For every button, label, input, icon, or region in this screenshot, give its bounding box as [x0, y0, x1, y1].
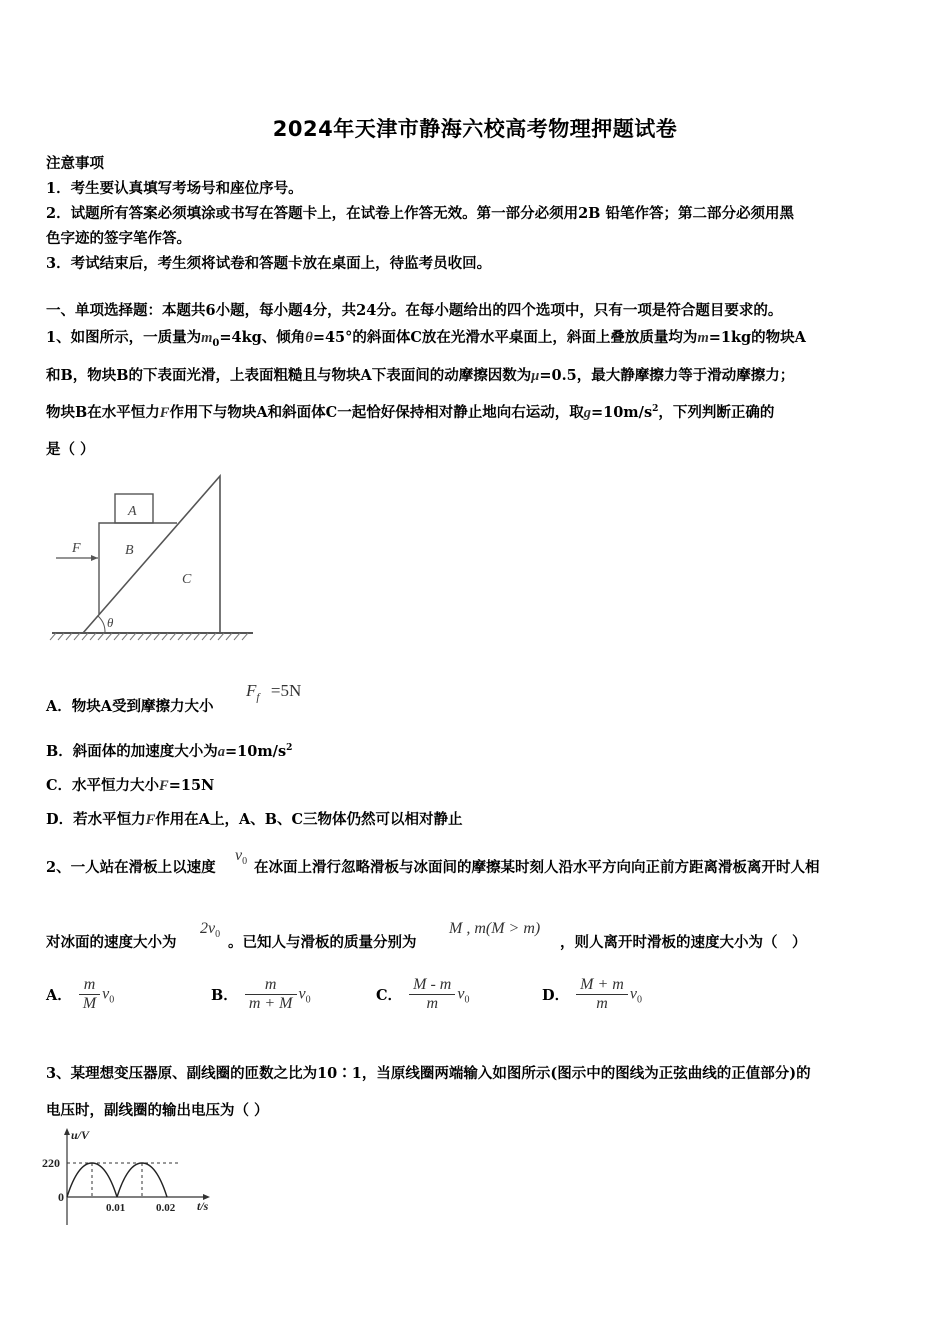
fig-label-B: B [125, 543, 134, 558]
q2-option-d: D． $\frac{M + m}{m}$ $v_0$ [542, 976, 642, 1012]
q2-masses: M , m(M > m) [449, 920, 541, 937]
notice-item-2: 2．试题所有答案必须填涂或书写在答题卡上，在试卷上作答无效。第一部分必须用2B 铅笔作答；第二部分必须用黑 [46, 205, 794, 222]
graph-xlabel: t/s [197, 1199, 209, 1213]
q1-option-d: D．若水平恒力F作用在A上，A、B、C三物体仍然可以相对静止 [46, 811, 463, 828]
q2-line-2-mid: 。已知人与滑板的质量分别为 [228, 934, 417, 951]
notice-item-3: 3．考试结束后，考生须将试卷和答题卡放在桌面上，待监考员收回。 [46, 255, 492, 272]
graph-peak-label: 220 [42, 1156, 60, 1170]
q1-line-3: 物块B在水平恒力F作用下与物块A和斜面体C一起恰好保持相对静止地向右运动，取$g=10m/s^2$，下列判断正确的 [46, 404, 775, 421]
q2-option-a: A． $\frac{m}{M}$ $v_0$ [46, 976, 115, 1012]
q1-line-4: 是（ ） [46, 441, 95, 458]
q1-line-2: 和B，物块B的下表面光滑，上表面粗糙且与物块A下表面间的动摩擦因数为μ=0.5，最大静摩擦力等于滑动摩擦力； [46, 367, 795, 384]
q2-line-2-end: ，则人离开时滑板的速度大小为（ ） [560, 934, 807, 951]
graph-tick-001: 0.01 [106, 1202, 126, 1214]
q1-incline-figure [48, 470, 258, 645]
q3-voltage-graph [40, 1125, 220, 1230]
q1-option-a: A．物块A受到摩擦力大小 [46, 698, 214, 715]
q2-line-1-cont: 在冰面上滑行忽略滑板与冰面间的摩擦某时刻人沿水平方向向正前方距离滑板离开时人相 [254, 859, 820, 876]
q2-option-c: C． $\frac{M - m}{m}$ $v_0$ [376, 976, 470, 1012]
notice-item-2-cont: 色字迹的签字笔作答。 [46, 230, 191, 247]
q2-2v0-symbol: $2v_0$ [200, 920, 221, 941]
notice-heading: 注意事项 [46, 155, 104, 172]
q2-line-2: 对冰面的速度大小为 [46, 934, 177, 951]
q1-option-b: B．斜面体的加速度大小为$a=10m/s^2$ [46, 743, 293, 760]
q2-v0-symbol: $v_0$ [235, 847, 248, 868]
fig-label-A: A [128, 504, 137, 519]
graph-origin-label: 0 [58, 1190, 64, 1204]
q1-line-1: 1、如图所示，一质量为$m_0=4kg$、倾角θ=45°的斜面体C放在光滑水平桌面上，斜面上叠放质量均为m=1kg的物块A [46, 329, 806, 349]
page-title: 2024年天津市静海六校高考物理押题试卷 [272, 117, 678, 141]
q1-option-a-formula: $F_f =5N$ [246, 681, 302, 704]
q2-option-b: B． $\frac{m}{m + M}$ $v_0$ [211, 976, 311, 1012]
section-heading: 一、单项选择题：本题共6小题，每小题4分，共24分。在每小题给出的四个选项中，只有一项是符合题目要求的。 [46, 302, 783, 319]
q2-line-1: 2、一人站在滑板上以速度 [46, 859, 216, 876]
fig-label-theta: θ [107, 615, 114, 630]
notice-item-1: 1．考生要认真填写考场号和座位序号。 [46, 180, 303, 197]
graph-tick-002: 0.02 [156, 1202, 176, 1214]
q3-line-2: 电压时，副线圈的输出电压为（ ） [46, 1102, 269, 1119]
fig-label-F: F [72, 541, 81, 556]
fig-label-C: C [182, 572, 192, 587]
q1-option-c: C．水平恒力大小F=15N [46, 777, 215, 794]
q3-line-1: 3、某理想变压器原、副线圈的匝数之比为10∶1，当原线圈两端输入如图所示(图示中的图线为正弦曲线的正值部分)的 [46, 1065, 811, 1082]
graph-ylabel: u/V [71, 1128, 90, 1142]
